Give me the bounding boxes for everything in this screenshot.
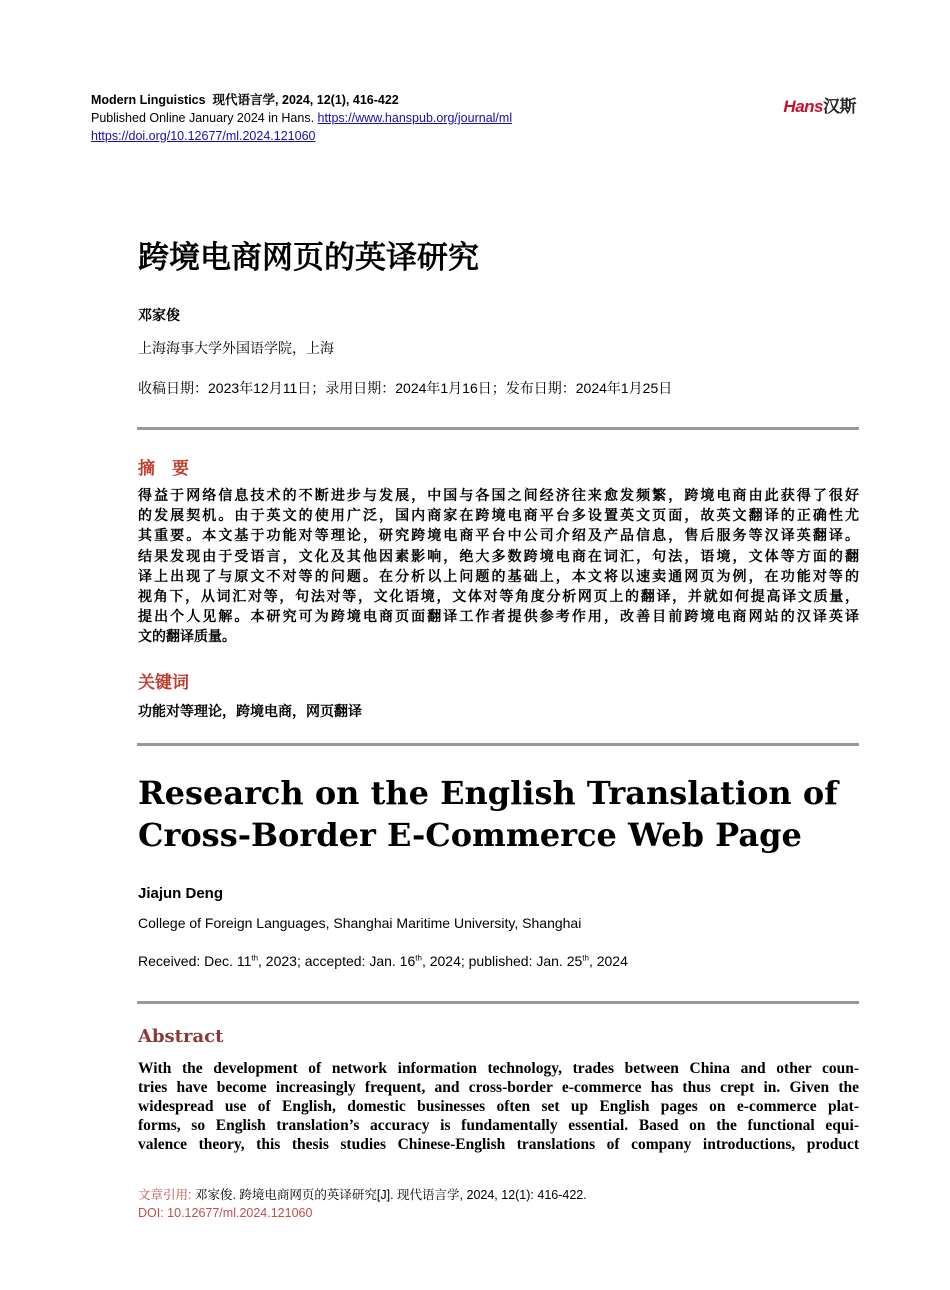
abstract-line: valence theory, this thesis studies Chinese-English translations of company introductions, product (138, 1136, 859, 1153)
chinese-affiliation: 上海海事大学外国语学院，上海 (138, 340, 334, 356)
keywords-heading: 关键词 (138, 673, 189, 692)
abstract-line: 其重要。本文基于功能对等理论，研究跨境电商平台中公司介绍及产品信息，售后服务等汉译英翻译。 (138, 528, 859, 545)
abstract-line: widespread use of English, domestic businesses often set up English pages on e-commerce plat- (138, 1098, 859, 1115)
abstract-line: 提出个人见解。本研究可为跨境电商页面翻译工作者提供参考作用，改善目前跨境电商网站的汉译英译 (138, 609, 859, 626)
divider (137, 427, 859, 430)
chinese-author: 邓家俊 (138, 308, 180, 324)
citation-text: 邓家俊. 跨境电商网页的英译研究[J]. 现代语言学, 2024, 12(1): 416-422. (191, 1188, 587, 1202)
english-author: Jiajun Deng (138, 885, 224, 902)
chinese-dates: 收稿日期：2023年12月11日；录用日期：2024年1月16日；发布日期：2024年1月25日 (138, 380, 673, 396)
abstract-line: forms, so English translation’s accuracy is fundamentally essential. Based on the functional equi- (138, 1117, 859, 1134)
english-affiliation: College of Foreign Languages, Shanghai Maritime University, Shanghai (138, 915, 582, 931)
divider (137, 743, 859, 746)
divider (137, 1001, 859, 1004)
doi-line (91, 127, 315, 145)
citation-label: 文章引用: (138, 1188, 192, 1202)
journal-link[interactable]: https://www.hanspub.org/journal/ml (317, 111, 513, 125)
chinese-title: 跨境电商网页的英译研究 (138, 240, 479, 276)
abstract-line: 视角下，从词汇对等，句法对等，文化语境，文体对等角度分析网页上的翻译，并就如何提高译文质量， (138, 589, 859, 606)
citation (138, 1186, 587, 1204)
abstract-line: 译上出现了与原文不对等的问题。在分析以上问题的基础上，本文将以速卖通网页为例，在功能对等的 (138, 568, 859, 585)
citation-doi: DOI: 10.12677/ml.2024.121060 (138, 1206, 313, 1220)
english-title-line: Research on the English Translation of (138, 774, 838, 812)
english-dates: Received: Dec. 11th, 2023; accepted: Jan. 16th, 2024; published: Jan. 25th, 2024 (138, 953, 628, 969)
journal-name: Modern Linguistics (91, 93, 206, 107)
english-title-line: Cross-Border E-Commerce Web Page (138, 816, 802, 854)
published-line (91, 109, 512, 127)
hans-logo: Hans汉斯 (783, 97, 856, 116)
chinese-abstract (138, 486, 859, 648)
abstract-line: 结果发现由于受语言，文化及其他因素影响，绝大多数跨境电商在词汇，句法，语境，文体等方面的翻 (138, 548, 859, 565)
abstract-line: 文的翻译质量。 (138, 629, 236, 646)
chinese-abstract-heading: 摘 要 (138, 459, 189, 478)
english-abstract-heading: Abstract (138, 1026, 224, 1047)
journal-line (91, 91, 399, 109)
abstract-line: 得益于网络信息技术的不断进步与发展，中国与各国之间经济往来愈发频繁，跨境电商由此获得了很好 (138, 488, 859, 504)
keywords: 功能对等理论，跨境电商，网页翻译 (138, 704, 362, 720)
abstract-line: tries have become increasingly frequent, and cross-border e-commerce has thus crept in. Given the (138, 1079, 859, 1096)
abstract-line: With the development of network information technology, trades between China and other coun- (138, 1060, 859, 1077)
english-title (138, 772, 838, 856)
published-text: Published Online January 2024 in Hans. (91, 111, 315, 125)
doi-link[interactable]: https://doi.org/10.12677/ml.2024.121060 (91, 129, 316, 143)
abstract-line: 的发展契机。由于英文的使用广泛，国内商家在跨境电商平台多设置英文页面，故英文翻译的正确性尤 (138, 508, 859, 525)
english-abstract (138, 1059, 859, 1154)
journal-issue: 现代语言学, 2024, 12(1), 416-422 (212, 93, 399, 107)
